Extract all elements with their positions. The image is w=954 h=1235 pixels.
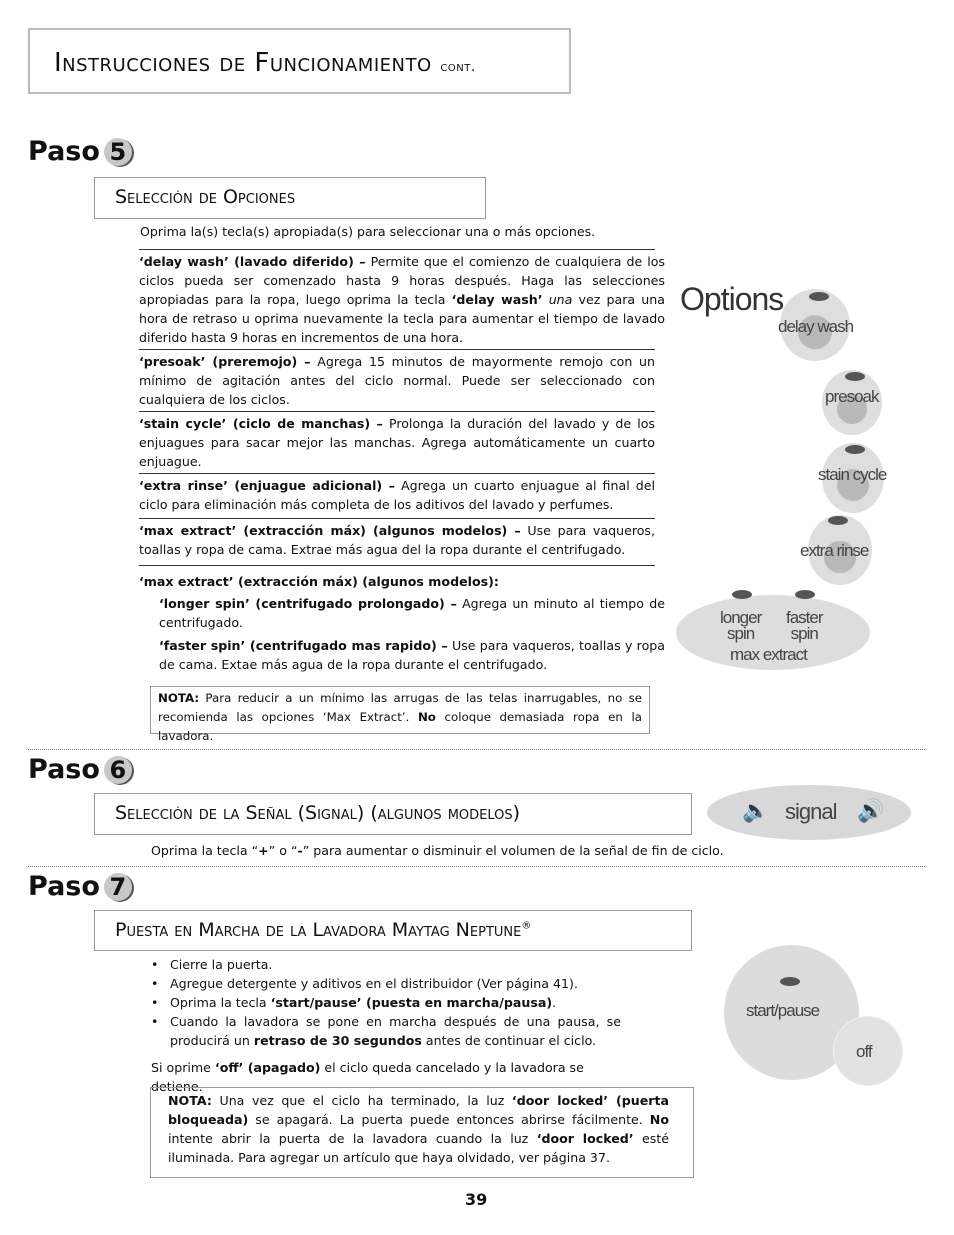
paso-label: Paso [28,871,100,902]
options-panel-image [672,275,912,675]
paso-6-heading [28,754,132,785]
nota-max-extract: NOTA: Para reducir a un mínimo las arrugas de las telas inarrugables, no se recomienda las opciones ‘Max Extract’. No coloque demasiada ropa en la lavadora. [150,686,650,734]
signal-text: Oprima la tecla “+” o “-” para aumentar o disminuir el volumen de la señal de fin de ciclo. [151,843,724,858]
led-icon [845,445,865,454]
faster-spin-label: faster spin [786,608,823,643]
header-title: Instrucciones de Funcionamiento [54,48,432,78]
step-number: 6 [104,756,132,784]
entry-stain-cycle: ‘stain cycle’ (ciclo de manchas) – Prolonga la duración del lavado y de los enjuagues para sacar mejor las manchas. Agrega automáticamente un cuarto enjuague. [139,411,655,471]
entry-extra-rinse: ‘extra rinse’ (enjuague adicional) – Agrega un cuarto enjuague al final del ciclo para eliminación más completa de los aditivos del lavado y perfumes. [139,473,655,514]
entry-delay-wash: ‘delay wash’ (lavado diferido) – Permite que el comienzo de cualquiera de los ciclos pueda ser comenzado hasta 9 horas después. Haga las selecciones apropiadas para la ropa, luego oprima la tecla ‘delay wash’ una vez para una hora de retraso u oprima nuevamente la tecla para aumentar el tiempo de lavado diferido hasta 9 horas en incrementos de una hora. [139,254,665,345]
step-number: 7 [104,873,132,901]
entry-presoak: ‘presoak’ (preremojo) – Agrega 15 minutos de mayormente remojo con un mínimo de agitación antes del ciclo normal. Puede ser seleccionado con cualquiera de los ciclos. [139,349,655,409]
section-title-puesta: Puesta en Marcha de la Lavadora Maytag Neptune® [94,910,692,951]
delay-wash-label: delay wash [778,317,854,336]
paso-5-heading [28,136,132,167]
paso-label: Paso [28,754,100,785]
page-number: 39 [465,1190,488,1209]
speaker-minus-icon: 🔈 [742,799,770,824]
bullet: • Cuando la lavadora se pone en marcha después de una pausa, se producirá un retraso de 30 segundos antes de continuar el ciclo. [151,1012,621,1050]
off-text: Si oprime ‘off’ (apagado) el ciclo queda cancelado y la lavadora se detiene. [151,1060,584,1094]
bullet: • Oprima la tecla ‘start/pause’ (puesta en marcha/pausa). [151,993,621,1012]
paso-7-heading [28,871,132,902]
entry-max-extract-models: ‘max extract’ (extracción máx) (algunos modelos): [139,565,655,591]
max-extract-label: max extract [730,645,807,664]
entry-longer-spin: ‘longer spin’ (centrifugado prolongado) – Agrega un minuto al tiempo de centrifugado. [159,596,666,630]
start-pause-label: start/pause [746,1001,820,1020]
led-icon [845,372,865,381]
header-cont: cont. [440,59,476,75]
section-title-opciones: Selección de Opciones [94,177,486,219]
led-icon [732,590,752,599]
entry-faster-spin: ‘faster spin’ (centrifugado mas rapido) – Use para vaqueros, toallas y ropa de cama. Extae más agua de la ropa durante el centrifugado. [159,638,665,672]
start-text [151,955,621,1096]
divider [28,749,925,750]
intro: Oprima la(s) tecla(s) apropiada(s) para seleccionar una o más opciones. [140,224,596,239]
nota-door-locked: NOTA: Una vez que el ciclo ha terminado, la luz ‘door locked’ (puerta bloqueada) se apagará. La puerta puede entonces abrirse fácilmente. No intente abrir la puerta de la lavadora cuando la luz ‘door locked’ esté iluminada. Para agregar un artículo que haya olvidado, ver página 37. [150,1087,694,1178]
longer-spin-label: longer spin [720,608,762,643]
stain-cycle-label: stain cycle [818,465,887,484]
bullet: • Agregue detergente y aditivos en el distribuidor (Ver página 41). [151,974,621,993]
page-header [28,28,571,94]
entry-max-extract: ‘max extract’ (extracción máx) (algunos modelos) – Use para vaqueros, toallas y ropa de cama. Extrae más agua del la ropa durante el centrifugado. [139,518,655,559]
presoak-label: presoak [825,387,879,406]
signal-label: signal [785,799,837,824]
divider [28,866,925,867]
section-title-senal: Selección de la Señal (Signal) (algunos modelos) [94,793,692,835]
led-icon [809,292,829,301]
bullet: • Cierre la puerta. [151,955,621,974]
led-icon [828,516,848,525]
step-number: 5 [104,138,132,166]
led-icon [780,977,800,986]
off-label: off [856,1042,872,1061]
paso-label: Paso [28,136,100,167]
signal-panel-image [707,785,911,840]
options-title: Options [680,281,784,317]
start-pause-image [722,945,902,1085]
led-icon [795,590,815,599]
options-text [139,222,665,674]
extra-rinse-label: extra rinse [800,541,869,560]
speaker-plus-icon: 🔊 [857,799,885,824]
